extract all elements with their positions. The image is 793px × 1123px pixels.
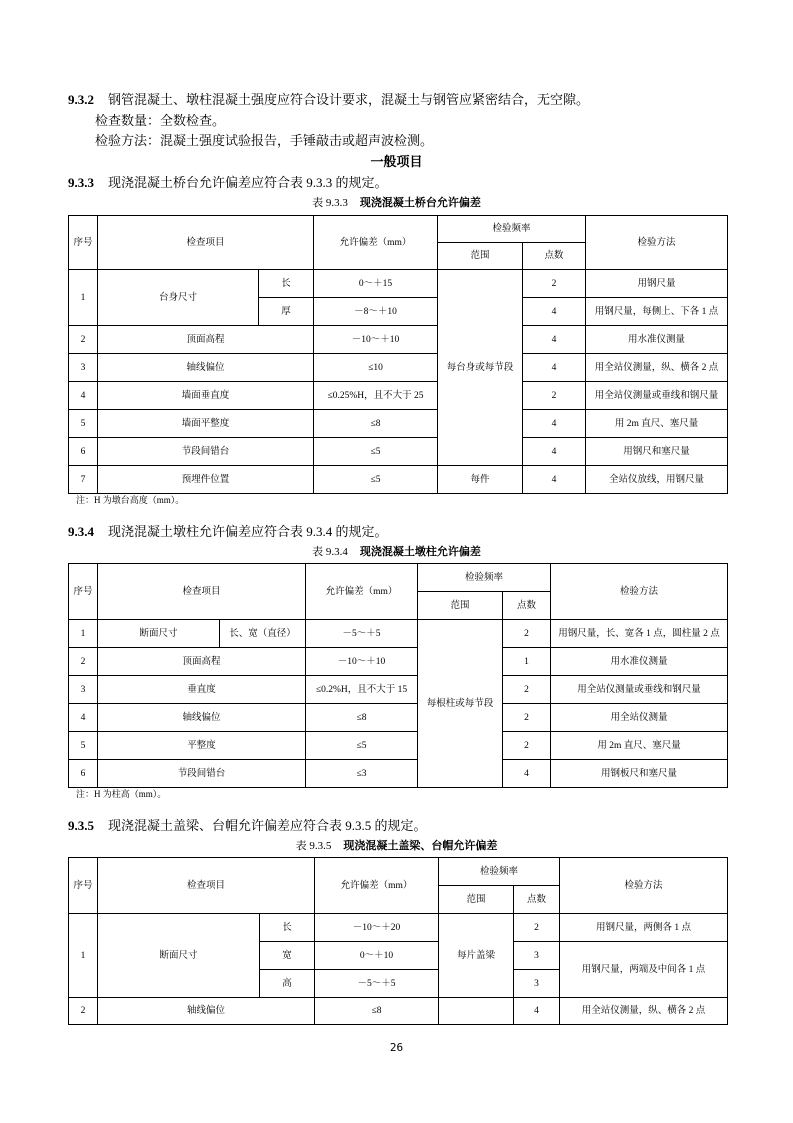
cell-method: 用全站仪测量 [551,704,728,732]
cell-no: 4 [69,382,98,410]
cell-scope [439,998,514,1025]
cell-points: 4 [503,760,551,788]
cell-points: 2 [523,382,586,410]
header-scope: 范围 [439,886,514,914]
cell-no: 6 [69,760,98,788]
clause-text: 钢管混凝土、墩柱混凝土强度应符合设计要求，混凝土与钢管应紧密结合，无空隙。 [108,92,590,107]
table-9-3-4 [68,563,728,788]
cell-no: 1 [69,270,98,326]
header-tolerance: 允许偏差（mm） [314,216,438,270]
cell-item: 墙面垂直度 [98,382,314,410]
cell-method: 用钢尺和塞尺量 [586,438,728,466]
table-header-row [69,858,728,886]
header-scope: 范围 [438,243,523,270]
header-no: 序号 [69,858,98,914]
table-row [69,914,728,942]
table-row [69,270,728,298]
cell-sub-item: 长 [260,914,315,942]
cell-method: 用钢尺量，两侧各 1 点 [560,914,728,942]
cell-tolerance: ≤8 [315,998,439,1025]
cell-sub-item: 长、宽（直径） [220,620,306,648]
clause-text: 现浇混凝土桥台允许偏差应符合表 9.3.3 的规定。 [108,175,388,190]
clause-text: 现浇混凝土墩柱允许偏差应符合表 9.3.4 的规定。 [108,524,388,539]
table-row [69,438,728,466]
header-item: 检查项目 [98,858,315,914]
table-row [69,354,728,382]
table-row [69,382,728,410]
cell-method: 全站仪放线，用钢尺量 [586,466,728,494]
cell-no: 2 [69,998,98,1025]
table-caption-label: 表 9.3.5 [295,840,332,852]
cell-no: 2 [69,648,98,676]
header-tolerance: 允许偏差（mm） [306,564,418,620]
cell-method: 用全站仪测量，纵、横各 2 点 [560,998,728,1025]
clause-number: 9.3.2 [68,92,94,107]
cell-item: 断面尺寸 [98,620,220,648]
cell-no: 5 [69,732,98,760]
header-points: 点数 [503,592,551,620]
cell-item: 顶面高程 [98,648,306,676]
table-row [69,620,728,648]
table-header-row [69,216,728,243]
table-9-3-3 [68,215,728,494]
cell-scope: 每片盖梁 [439,914,514,998]
cell-no: 3 [69,676,98,704]
table-caption-title: 现浇混凝土盖梁、台帽允许偏差 [343,840,498,852]
cell-no: 4 [69,704,98,732]
cell-no: 2 [69,326,98,354]
cell-no: 7 [69,466,98,494]
cell-points: 4 [514,998,560,1025]
table-9-3-5 [68,857,728,1025]
cell-points: 2 [523,270,586,298]
cell-method: 用全站仪测量或垂线和钢尺量 [586,382,728,410]
cell-points: 4 [523,354,586,382]
cell-points: 3 [514,970,560,998]
cell-tolerance: ≤10 [314,354,438,382]
cell-no: 1 [69,914,98,998]
cell-tolerance: ≤8 [314,410,438,438]
cell-item: 垂直度 [98,676,306,704]
cell-scope: 每根柱或每节段 [418,620,503,788]
cell-points: 4 [523,326,586,354]
inspection-method: 检验方法：混凝土强度试验报告，手锤敲击或超声波检测。 [95,133,434,148]
cell-method: 用钢尺量，长、宽各 1 点，圆柱量 2 点 [551,620,728,648]
table-header-row [69,564,728,592]
cell-method: 用 2m 直尺、塞尺量 [586,410,728,438]
general-items-heading: 一般项目 [370,154,423,169]
cell-sub-item: 高 [260,970,315,998]
cell-no: 6 [69,438,98,466]
cell-method: 用钢板尺和塞尺量 [551,760,728,788]
table-row [69,326,728,354]
clause-9-3-2 [68,92,589,108]
cell-points: 2 [503,732,551,760]
cell-item: 断面尺寸 [98,914,260,998]
header-method: 检验方法 [551,564,728,620]
table-caption [0,544,793,560]
clause-text: 现浇混凝土盖梁、台帽允许偏差应符合表 9.3.5 的规定。 [108,818,427,833]
header-no: 序号 [69,564,98,620]
cell-tolerance: ≤3 [306,760,418,788]
cell-tolerance: －10～＋20 [315,914,439,942]
cell-method: 用钢尺量，每侧上、下各 1 点 [586,298,728,326]
cell-tolerance: －5～＋5 [306,620,418,648]
header-method: 检验方法 [586,216,728,270]
table-row [69,648,728,676]
table-row [69,998,728,1025]
cell-method: 用钢尺量 [586,270,728,298]
clause-9-3-4 [68,524,388,540]
header-tolerance: 允许偏差（mm） [315,858,439,914]
cell-sub-item: 宽 [260,942,315,970]
header-frequency: 检验频率 [418,564,551,592]
cell-points: 2 [503,676,551,704]
cell-tolerance: 0～＋15 [314,270,438,298]
table-caption-label: 表 9.3.3 [312,197,348,209]
cell-tolerance: ≤0.2%H，且不大于 15 [306,676,418,704]
table-row [69,676,728,704]
cell-tolerance: －8～＋10 [314,298,438,326]
cell-points: 2 [503,620,551,648]
cell-item: 轴线偏位 [98,998,315,1025]
clause-number: 9.3.5 [68,818,94,833]
cell-no: 1 [69,620,98,648]
cell-method: 用全站仪测量或垂线和钢尺量 [551,676,728,704]
header-no: 序号 [69,216,98,270]
table-caption [0,838,793,854]
table-caption-title: 现浇混凝土桥台允许偏差 [359,197,481,209]
cell-points: 3 [514,942,560,970]
cell-item: 节段间错台 [98,438,314,466]
header-item: 检查项目 [98,216,314,270]
page-number: 26 [389,1041,404,1054]
cell-scope: 每件 [438,466,523,494]
cell-item: 平整度 [98,732,306,760]
table-note: 注：H 为墩台高度（mm）。 [76,495,185,505]
cell-item: 顶面高程 [98,326,314,354]
clause-number: 9.3.3 [68,175,94,190]
cell-scope: 每台身或每节段 [438,270,523,466]
cell-points: 4 [523,298,586,326]
cell-sub-item: 厚 [259,298,314,326]
cell-tolerance: ≤8 [306,704,418,732]
clause-number: 9.3.4 [68,524,94,539]
clause-9-3-3 [68,175,388,191]
cell-item: 墙面平整度 [98,410,314,438]
cell-tolerance: －5～＋5 [315,970,439,998]
cell-no: 3 [69,354,98,382]
table-row [69,466,728,494]
cell-points: 2 [503,704,551,732]
header-method: 检验方法 [560,858,728,914]
cell-tolerance: ≤5 [314,466,438,494]
cell-method: 用 2m 直尺、塞尺量 [551,732,728,760]
clause-9-3-5 [68,818,427,834]
cell-tolerance: －10～＋10 [306,648,418,676]
cell-item: 轴线偏位 [98,704,306,732]
cell-tolerance: ≤5 [314,438,438,466]
cell-item: 节段间错台 [98,760,306,788]
table-row [69,704,728,732]
table-caption-label: 表 9.3.4 [312,546,348,558]
cell-method: 用水准仪测量 [586,326,728,354]
cell-item: 台身尺寸 [98,270,259,326]
cell-tolerance: 0～＋10 [315,942,439,970]
cell-tolerance: ≤5 [306,732,418,760]
cell-method: 用全站仪测量，纵、横各 2 点 [586,354,728,382]
cell-method: 用水准仪测量 [551,648,728,676]
table-row [69,732,728,760]
inspection-quantity: 检查数量：全数检查。 [95,113,226,128]
header-item: 检查项目 [98,564,306,620]
table-row [69,410,728,438]
cell-method: 用钢尺量，两端及中间各 1 点 [560,942,728,998]
cell-item: 轴线偏位 [98,354,314,382]
table-caption-title: 现浇混凝土墩柱允许偏差 [359,546,481,558]
cell-points: 1 [503,648,551,676]
header-points: 点数 [523,243,586,270]
header-points: 点数 [514,886,560,914]
header-frequency: 检验频率 [439,858,560,886]
cell-no: 5 [69,410,98,438]
cell-points: 4 [523,438,586,466]
header-scope: 范围 [418,592,503,620]
header-frequency: 检验频率 [438,216,586,243]
cell-sub-item: 长 [259,270,314,298]
table-caption [0,195,793,211]
cell-points: 4 [523,410,586,438]
cell-points: 2 [514,914,560,942]
cell-item: 预埋件位置 [98,466,314,494]
table-note: 注：H 为柱高（mm）。 [76,789,167,799]
cell-points: 4 [523,466,586,494]
cell-tolerance: ≤0.25%H，且不大于 25 [314,382,438,410]
cell-tolerance: －10～＋10 [314,326,438,354]
table-row [69,760,728,788]
